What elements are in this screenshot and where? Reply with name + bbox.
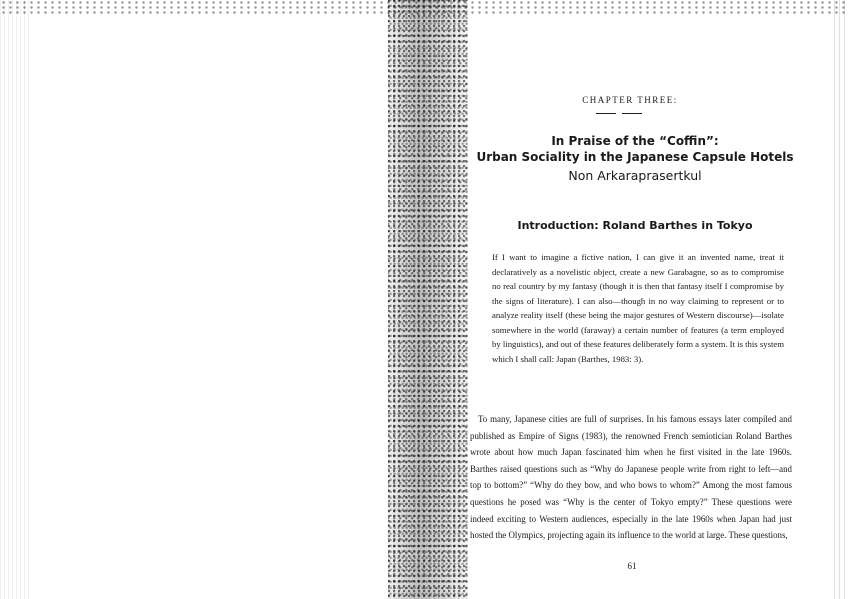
chapter-title-line1: In Praise of the “Coffin”: <box>551 134 719 148</box>
epigraph-quote: If I want to imagine a fictive nation, I can give it an invented name, treat it declaratively as a novelistic object, create a new Garabagne, so as to compromise no real country by my fantasy (though it is then that fantasy itself I compromise by the signs of literature). I can also—though in no way claiming to represent or to analyze reality itself (these being the major gestures of Western discourse)—isolate somewhere in the world (faraway) a certain number of features (a term employed by linguistics), and out of these features deliberately form a system. It is this system which I shall call: Japan (Barthes, 1983: 3). <box>492 252 784 364</box>
scan-noise-left <box>0 0 30 599</box>
chapter-title-line2: Urban Sociality in the Japanese Capsule Hotels <box>476 150 794 164</box>
recto-page <box>470 0 800 599</box>
page-number: 61 <box>627 561 637 571</box>
book-gutter-shadow <box>388 0 468 599</box>
chapter-rule-right <box>622 113 642 114</box>
author-name: Non Arkaraprasertkul <box>568 168 702 183</box>
chapter-rule-left <box>596 113 616 114</box>
section-heading: Introduction: Roland Barthes in Tokyo <box>517 219 753 232</box>
body-paragraph: To many, Japanese cities are full of surprises. In his famous essays later compiled and published as Empire of Signs (1983), the renowned French semiotician Roland Barthes wrote about how much Japan fascinated him when he first visited in the late 1960s. Barthes raised questions such as “Why do Japanese people write from right to left—and top to bottom?” “Why do they bow, and who bows to whom?” Among the most famous questions he posed was “Why is the center of Tokyo empty?” These questions were indeed exciting to Western audiences, especially in the late 1960s when Japan had just hosted the Olympics, projecting again its influence to the world at large. These questions, <box>470 414 792 541</box>
chapter-title <box>470 133 800 165</box>
blank-verso-page <box>30 14 380 594</box>
chapter-label: CHAPTER THREE: <box>582 95 678 105</box>
page-edge-right <box>834 0 848 599</box>
